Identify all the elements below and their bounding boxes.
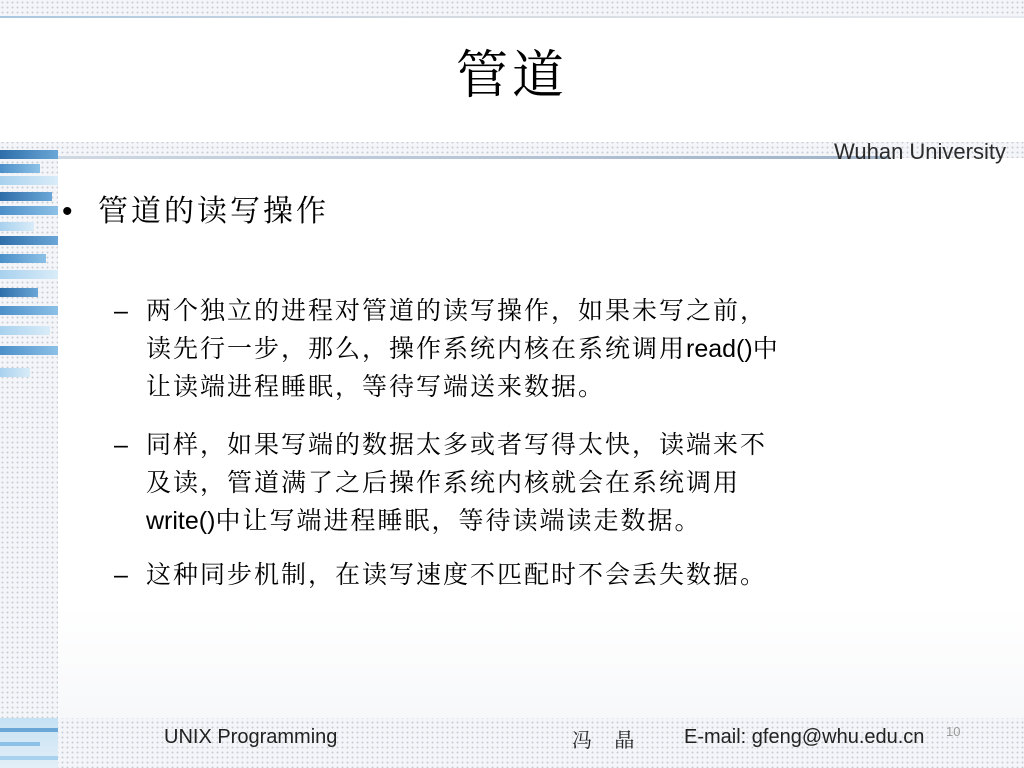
dash-icon: – xyxy=(114,431,130,459)
sub-bullet-text: 两个独立的进程对管道的读写操作，如果未写之前， 读先行一步，那么，操作系统内核在系统调用read()中 让读端进程睡眠，等待写端送来数据。 xyxy=(146,296,780,401)
sub-bullet-1 xyxy=(114,292,944,406)
brand-text: Wuhan University xyxy=(834,139,1006,164)
sub-bullet-text: 这种同步机制，在读写速度不匹配时不会丢失数据。 xyxy=(146,560,768,589)
sub-bullet-2 xyxy=(114,426,944,540)
heading-bullet xyxy=(62,186,329,230)
footer-author: 冯 晶 xyxy=(572,728,643,752)
dash-icon: – xyxy=(114,297,130,325)
panel-divider xyxy=(58,156,888,159)
bullet-icon: • xyxy=(62,195,76,228)
page-number: 10 xyxy=(946,724,961,739)
sub-bullet-3 xyxy=(114,556,944,594)
sub-bullet-text: 同样，如果写端的数据太多或者写得太快，读端来不 及读，管道满了之后操作系统内核就会在系统调用 write()中让写端进程睡眠，等待读端读走数据。 xyxy=(146,430,768,535)
footer xyxy=(0,718,1024,768)
slide-title: 管道 xyxy=(455,46,568,106)
heading-text: 管道的读写操作 xyxy=(98,194,329,229)
footer-email: E-mail: gfeng@whu.edu.cn xyxy=(684,726,925,748)
footer-course: UNIX Programming xyxy=(164,726,338,748)
dash-icon: – xyxy=(114,561,130,589)
left-decoration xyxy=(0,146,58,398)
